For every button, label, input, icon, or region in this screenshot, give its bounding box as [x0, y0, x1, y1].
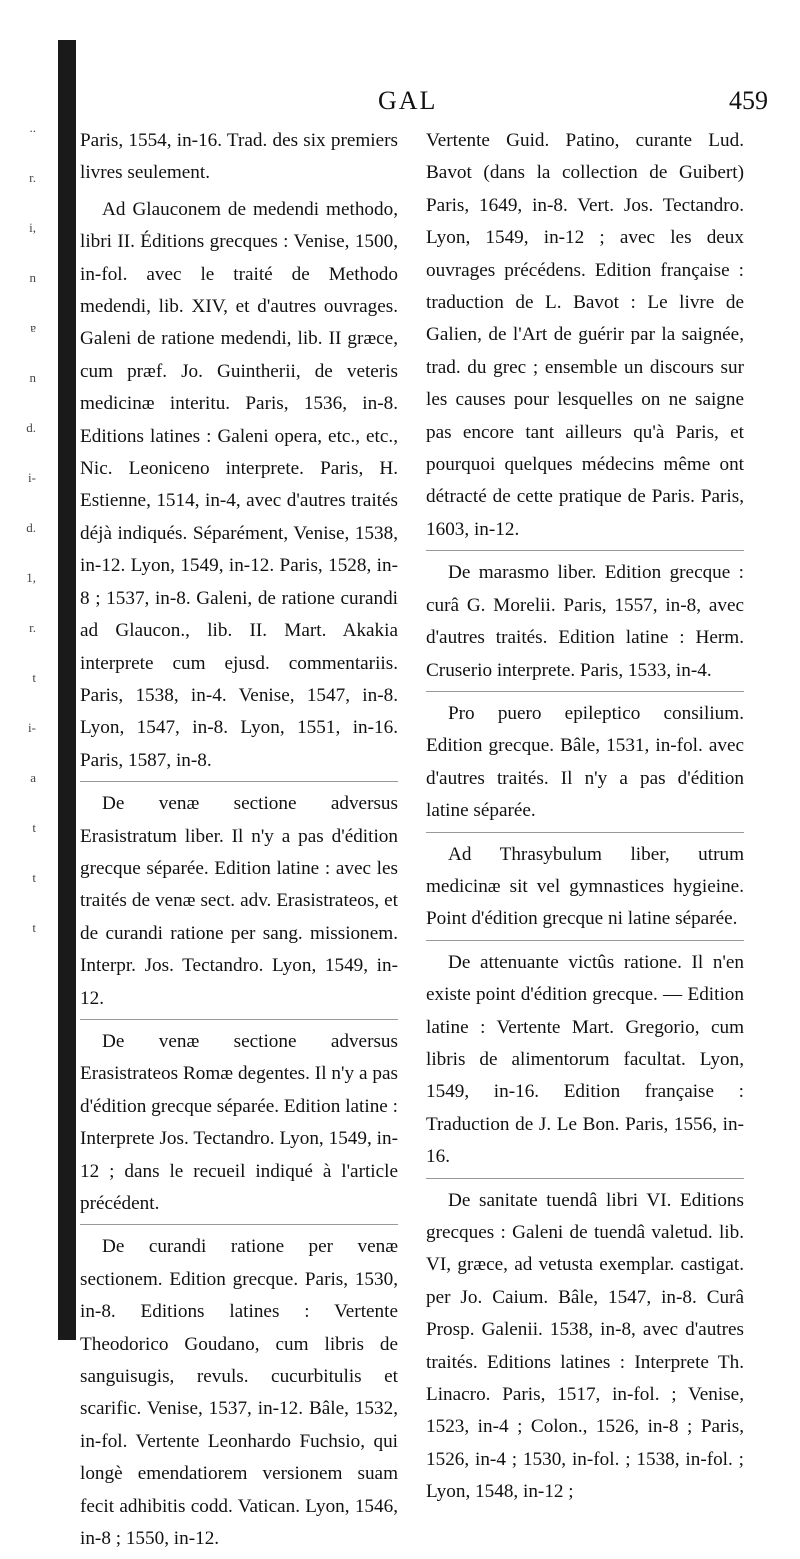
paragraph: De attenuante victûs ratione. Il n'en existe point d'édition grecque. — Edition latine : Vertente Mart. Gregorio, cum libris de alimentorum facultat. Lyon, 1549, in-16. Edition française : Traduction de J. Le Bon. Paris, 1556, in-16.	[426, 951, 744, 1168]
divider	[80, 1019, 398, 1020]
margin-mark: d.	[26, 520, 36, 535]
right-column	[426, 125, 744, 1513]
divider	[426, 550, 744, 551]
margin-mark: t	[32, 670, 36, 685]
paragraph: Vertente Guid. Patino, curante Lud. Bavot (dans la collection de Guibert) Paris, 1649, in-8. Vert. Jos. Tectandro. Lyon, 1549, in-12 ; avec les deux ouvrages précédens. Edition française : traduction de L. Bavot : Le livre de Galien, de l'Art de guérir par la saignée, trad. du grec ; ensemble un discours sur les causes pour lesquelles on ne saigne pas encore tant ailleurs qu'à Paris, et pourquoi quelques médecins même ont détracté de cette pratique de Paris. Paris, 1603, in-12.	[426, 130, 744, 540]
margin-mark: 1,	[26, 570, 36, 585]
paragraph: De venæ sectione adversus Erasistrateos Romæ degentes. Il n'y a pas d'édition grecque séparée. Edition latine : Interprete Jos. Tectandro. Lyon, 1549, in-12 ; dans le recueil indiqué à l'article précédent.	[80, 1030, 398, 1214]
paragraph: Paris, 1554, in-16. Trad. des six premiers livres seulement.	[80, 130, 398, 184]
left-column	[80, 125, 398, 1559]
margin-mark: t	[32, 820, 36, 835]
margin-mark: d.	[26, 420, 36, 435]
page-number: 459	[729, 86, 768, 115]
divider	[80, 1224, 398, 1225]
margin-mark: t	[32, 870, 36, 885]
paragraph: De venæ sectione adversus Erasistratum liber. Il n'y a pas d'édition grecque séparée. Edition latine : avec les traités de venæ sect. adv. Erasistrateos, et de curandi ratione per sang. missionem. Interpr. Jos. Tectandro. Lyon, 1549, in-12.	[80, 793, 398, 1009]
margin-mark: r.	[29, 620, 36, 635]
paragraph: De curandi ratione per venæ sectionem. Edition grecque. Paris, 1530, in-8. Editions latines : Vertente Theodorico Goudano, cum libris de sanguisugis, revuls. cucurbitulis et scarific. Venise, 1537, in-12. Bâle, 1532, in-fol. Vertente Leonhardo Fuchsio, qui longè emendatiorem versionem suam fecit adhibitis codd. Vatican. Lyon, 1546, in-8 ; 1550, in-12.	[80, 1236, 398, 1550]
margin-marks	[0, 120, 40, 970]
page-header	[0, 82, 800, 122]
margin-mark: ɐ	[30, 320, 36, 335]
paragraph: Ad Thrasybulum liber, utrum medicinæ sit vel gymnastices hygieine. Point d'édition grecque ni latine séparée.	[426, 843, 744, 930]
paragraph: De sanitate tuendâ libri VI. Editions grecques : Galeni de tuendâ valetud. lib. VI, græce, ad vetusta exemplar. castigat. per Jo. Caium. Bâle, 1547, in-8. Curâ Prosp. Galenii. 1538, in-8, avec d'autres traités. Editions latines : Interprete Th. Linacro. Paris, 1517, in-fol. ; Venise, 1523, in-4 ; Colon., 1526, in-8 ; Paris, 1526, in-4 ; 1530, in-fol. ; 1538, in-fol. ; Lyon, 1548, in-12 ;	[426, 1189, 744, 1503]
paragraph: De marasmo liber. Edition grecque : curâ G. Morelii. Paris, 1557, in-8, avec d'autres traités. Edition latine : Herm. Cruserio interprete. Paris, 1533, in-4.	[426, 562, 744, 681]
margin-mark: i,	[29, 220, 36, 235]
margin-mark: n	[29, 370, 36, 385]
divider	[426, 832, 744, 833]
margin-mark: t	[32, 920, 36, 935]
margin-mark: r.	[29, 170, 36, 185]
divider	[426, 940, 744, 941]
binding-gutter	[58, 40, 76, 1340]
running-head: GAL	[378, 86, 438, 115]
divider	[426, 691, 744, 692]
margin-mark: i-	[28, 720, 36, 735]
margin-mark: n	[29, 270, 36, 285]
divider	[426, 1178, 744, 1179]
paragraph: Ad Glauconem de medendi methodo, libri II. Éditions grecques : Venise, 1500, in-fol. avec le traité de Methodo medendi, lib. XIV, et d'autres ouvrages. Galeni de ratione medendi, lib. II græce, cum præf. Jo. Guintherii, de veteris medicinæ interitu. Paris, 1536, in-8. Editions latines : Galeni opera, etc., etc., Nic. Leoniceno interprete. Paris, H. Estienne, 1514, in-4, avec d'autres traités déjà indiqués. Séparément, Venise, 1538, in-12. Lyon, 1549, in-12. Paris, 1528, in-8 ; 1537, in-8. Galeni, de ratione curandi ad Glaucon., lib. II. Mart. Akakia interprete cum ejusd. commentariis. Paris, 1538, in-4. Venise, 1547, in-8. Lyon, 1547, in-8. Lyon, 1551, in-16. Paris, 1587, in-8.	[80, 198, 398, 771]
paragraph: Pro puero epileptico consilium. Edition grecque. Bâle, 1531, in-fol. avec d'autres traités. Il n'y a pas d'édition latine séparée.	[426, 702, 744, 822]
margin-mark: ..	[29, 120, 36, 135]
margin-mark: i-	[28, 470, 36, 485]
margin-mark: a	[30, 770, 36, 785]
divider	[80, 781, 398, 782]
